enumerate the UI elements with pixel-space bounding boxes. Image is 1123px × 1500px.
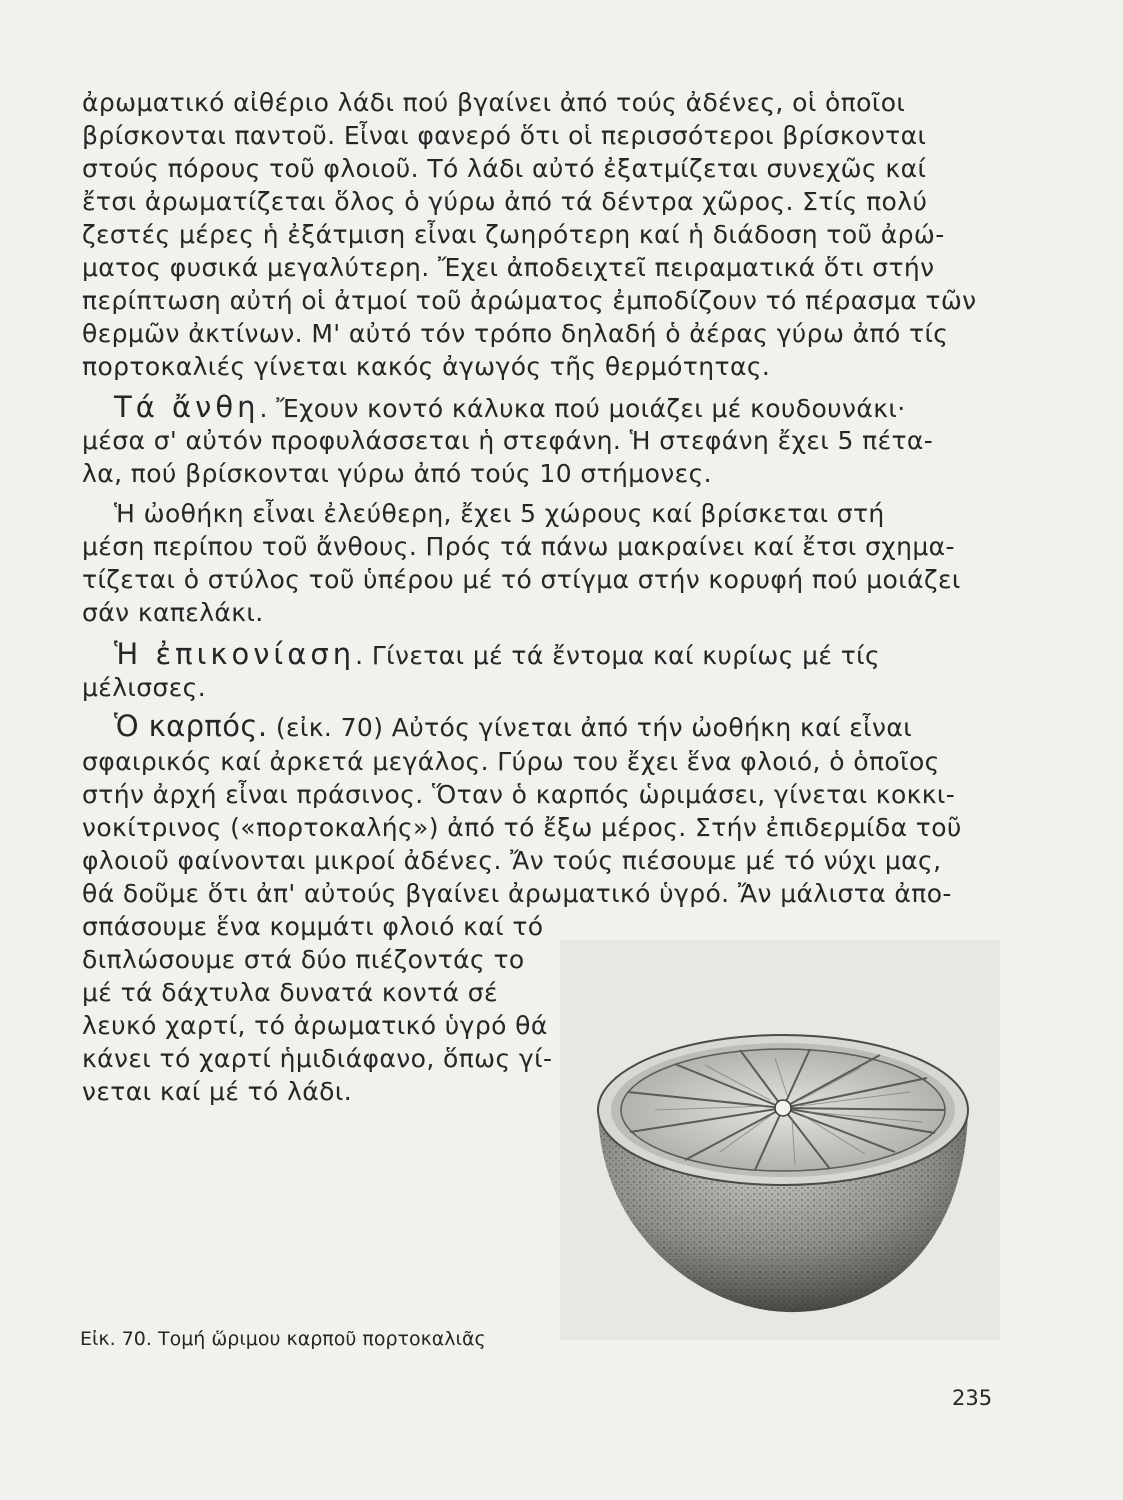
text-line: θερμῶν ἀκτίνων. Μ' αὐτό τόν τρόπο δηλαδή ὁ ἀέρας γύρω ἀπό τίς	[82, 319, 949, 348]
ovary-line-2: μέση περίπου τοῦ ἄνθους. Πρός τά πάνω μακραίνει καί ἔτσι σχημα-	[82, 532, 955, 561]
ovary-line-4: σάν καπελάκι.	[82, 598, 264, 627]
fruit-short-line: μέ τά δάχτυλα δυνατά κοντά σέ	[82, 978, 498, 1007]
flowers-paragraph-first-line	[114, 390, 906, 426]
ovary-line-3: τίζεται ὁ στύλος τοῦ ὑπέρου μέ τό στίγμα στήν κορυφή πού μοιάζει	[82, 565, 961, 594]
text-line: πορτοκαλιές γίνεται κακός ἀγωγός τῆς θερμότητας.	[82, 352, 771, 381]
fruit-line: φλοιοῦ φαίνονται μικροί ἀδένες. Ἄν τούς πιέσουμε μέ τό νύχι μας,	[82, 846, 942, 875]
flowers-line-3: λα, πού βρίσκονται γύρω ἀπό τούς 10 στήμονες.	[82, 459, 712, 488]
ovary-line-1: Ἡ ὠοθήκη εἶναι ἐλεύθερη, ἔχει 5 χώρους καί βρίσκεται στή	[114, 499, 885, 528]
fruit-line: σφαιρικός καί ἀρκετά μεγάλος. Γύρω του ἔχει ἕνα φλοιό, ὁ ὁποῖος	[82, 747, 940, 776]
fruit-short-line: νεται καί μέ τό λάδι.	[82, 1077, 353, 1106]
fruit-heading: Ὁ καρπός.	[114, 709, 268, 743]
fruit-line: θά δοῦμε ὅτι ἀπ' αὐτούς βγαίνει ἀρωματικό ὑγρό. Ἄν μάλιστα ἀπο-	[82, 879, 952, 908]
fruit-short-line: κάνει τό χαρτί ἡμιδιάφανο, ὅπως γί-	[82, 1044, 553, 1073]
figure-caption: Εἰκ. 70. Τομή ὥριμου καρποῦ πορτοκαλιᾶς	[80, 1328, 486, 1350]
fruit-line-1: (εἰκ. 70) Αὐτός γίνεται ἀπό τήν ὠοθήκη καί εἶναι	[275, 713, 913, 742]
orange-cross-section-illustration	[560, 940, 1000, 1340]
flowers-line-1: . Ἔχουν κοντό κάλυκα πού μοιάζει μέ κουδουνάκι·	[259, 394, 906, 423]
fruit-line: νοκίτρινος («πορτοκαλής») ἀπό τό ἔξω μέρος. Στήν ἐπιδερμίδα τοῦ	[82, 813, 962, 842]
fruit-paragraph-first-line	[114, 709, 912, 745]
pollination-paragraph-first-line	[114, 637, 880, 673]
fruit-line: στήν ἀρχή εἶναι πράσινος. Ὅταν ὁ καρπός ὡριμάσει, γίνεται κοκκι-	[82, 780, 956, 809]
fruit-short-line: σπάσουμε ἕνα κομμάτι φλοιό καί τό	[82, 912, 544, 941]
pollination-line-1: . Γίνεται μέ τά ἔντομα καί κυρίως μέ τίς	[355, 641, 881, 670]
text-line: ζεστές μέρες ἡ ἐξάτμιση εἶναι ζωηρότερη καί ἡ διάδοση τοῦ ἀρώ-	[82, 220, 945, 249]
fruit-short-line: λευκό χαρτί, τό ἀρωματικό ὑγρό θά	[82, 1011, 548, 1040]
flowers-heading: Τά ἄνθη	[114, 390, 260, 424]
text-line: βρίσκονται παντοῦ. Εἶναι φανερό ὅτι οἱ περισσότεροι βρίσκονται	[82, 121, 927, 150]
pollination-heading: Ἡ ἐπικονίαση	[114, 637, 356, 671]
text-line: ἀρωματικό αἰθέριο λάδι πού βγαίνει ἀπό τούς ἀδένες, οἱ ὁποῖοι	[82, 88, 906, 117]
fruit-short-line: διπλώσουμε στά δύο πιέζοντάς το	[82, 945, 525, 974]
page-number: 235	[952, 1386, 993, 1410]
text-line: στούς πόρους τοῦ φλοιοῦ. Τό λάδι αὐτό ἐξατμίζεται συνεχῶς καί	[82, 154, 927, 183]
text-line: ἔτσι ἀρωματίζεται ὅλος ὁ γύρω ἀπό τά δέντρα χῶρος. Στίς πολύ	[82, 187, 928, 216]
text-line: περίπτωση αὐτή οἱ ἀτμοί τοῦ ἀρώματος ἐμποδίζουν τό πέρασμα τῶν	[82, 286, 977, 315]
pollination-line-2: μέλισσες.	[82, 673, 207, 702]
flowers-line-2: μέσα σ' αὐτόν προφυλάσσεται ἡ στεφάνη. Ἡ στεφάνη ἔχει 5 πέτα-	[82, 426, 934, 455]
orange-core	[775, 1100, 791, 1116]
text-line: ματος φυσικά μεγαλύτερη. Ἔχει ἀποδειχτεῖ πειραματικά ὅτι στήν	[82, 253, 935, 282]
